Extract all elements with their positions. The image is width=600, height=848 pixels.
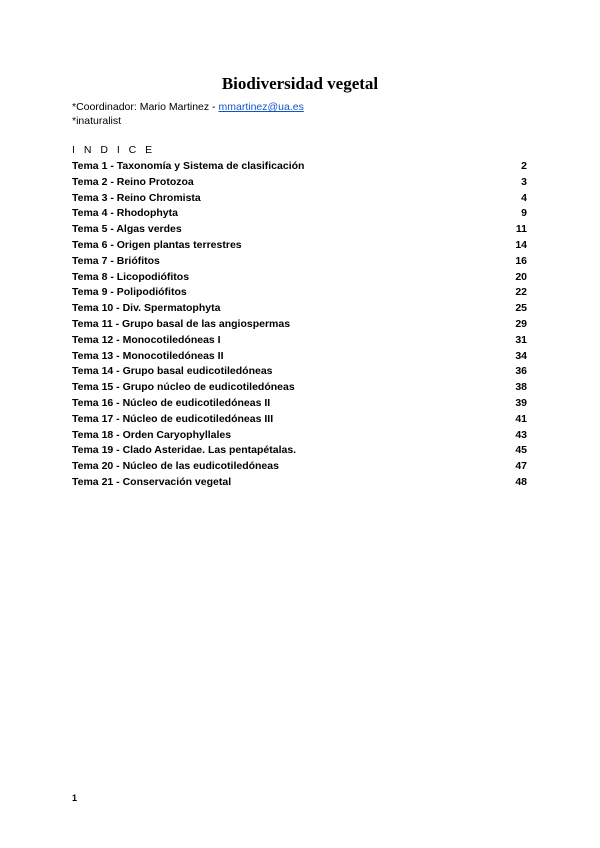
toc-entry[interactable]	[72, 397, 527, 413]
toc-entry-label: Tema 21 - Conservación vegetal	[72, 475, 232, 488]
toc-entry-page: 14	[515, 238, 527, 251]
toc-entry[interactable]	[72, 192, 527, 208]
coordinator-email-link[interactable]: mmartinez@ua.es	[218, 101, 304, 113]
toc-entry-label: Tema 18 - Orden Caryophyllales	[72, 428, 232, 441]
toc-entry-page: 3	[521, 175, 527, 188]
toc-entry[interactable]	[72, 476, 527, 492]
toc-entry-label: Tema 9 - Polipodiófitos	[72, 286, 187, 299]
toc-entry-label: Tema 20 - Núcleo de las eudicotiledóneas	[72, 460, 279, 473]
toc-entry-page: 2	[521, 160, 527, 172]
toc-entry-label: Tema 11 - Grupo basal de las angiospermas	[72, 317, 291, 330]
toc-entry-page: 41	[515, 412, 527, 425]
toc-entry-label: Tema 19 - Clado Asteridae. Las pentapétalas.	[72, 444, 297, 457]
toc-entry-label: Tema 14 - Grupo basal eudicotiledóneas	[72, 365, 273, 378]
table-of-contents	[72, 160, 527, 492]
toc-entry[interactable]	[72, 239, 527, 255]
toc-entry-page: 4	[521, 191, 527, 204]
toc-entry-page: 31	[515, 333, 527, 346]
toc-entry-page: 20	[515, 270, 527, 283]
toc-entry[interactable]	[72, 255, 527, 271]
toc-entry-page: 22	[515, 286, 527, 299]
toc-entry[interactable]	[72, 381, 527, 397]
document-title: Biodiversidad vegetal	[221, 74, 379, 93]
index-heading: I N D I C E	[72, 144, 156, 156]
toc-entry-label: Tema 3 - Reino Chromista	[72, 191, 201, 204]
toc-entry-label: Tema 17 - Núcleo de eudicotiledóneas III	[72, 412, 274, 425]
toc-entry-page: 43	[515, 428, 527, 441]
toc-entry[interactable]	[72, 207, 527, 223]
toc-entry-label: Tema 4 - Rhodophyta	[72, 207, 178, 220]
toc-entry[interactable]	[72, 160, 527, 176]
page-number: 1	[72, 793, 78, 803]
toc-entry[interactable]	[72, 176, 527, 192]
toc-entry-label: Tema 1 - Taxonomía y Sistema de clasificación	[72, 160, 305, 172]
coordinator-label: *Coordinador: Mario Martinez -	[72, 101, 219, 113]
toc-entry-label: Tema 13 - Monocotiledóneas II	[72, 349, 224, 362]
toc-entry[interactable]	[72, 460, 527, 476]
toc-entry[interactable]	[72, 302, 527, 318]
toc-entry-page: 47	[515, 460, 527, 473]
toc-entry-page: 38	[515, 381, 527, 394]
toc-entry-page: 9	[521, 207, 527, 220]
toc-entry-page: 16	[515, 254, 527, 267]
toc-entry-label: Tema 16 - Núcleo de eudicotiledóneas II	[72, 396, 271, 409]
toc-entry-page: 36	[515, 365, 527, 378]
toc-entry[interactable]	[72, 365, 527, 381]
toc-entry[interactable]	[72, 271, 527, 287]
toc-entry[interactable]	[72, 413, 527, 429]
toc-entry-label: Tema 2 - Reino Protozoa	[72, 175, 194, 188]
toc-entry[interactable]	[72, 444, 527, 460]
toc-entry-label: Tema 8 - Licopodiófitos	[72, 270, 190, 283]
toc-entry[interactable]	[72, 223, 527, 239]
coordinator-line	[72, 100, 304, 114]
source-note: *inaturalist	[72, 115, 122, 127]
toc-entry[interactable]	[72, 318, 527, 334]
toc-entry-page: 48	[515, 475, 527, 488]
toc-entry[interactable]	[72, 286, 527, 302]
toc-entry-label: Tema 5 - Algas verdes	[72, 223, 182, 236]
toc-entry[interactable]	[72, 350, 527, 366]
toc-entry[interactable]	[72, 334, 527, 350]
toc-entry-page: 11	[515, 223, 527, 236]
toc-entry-label: Tema 10 - Div. Spermatophyta	[72, 302, 221, 315]
toc-entry-page: 34	[515, 349, 527, 362]
toc-entry[interactable]	[72, 429, 527, 445]
toc-entry-page: 25	[515, 302, 527, 315]
toc-entry-label: Tema 7 - Briófitos	[72, 254, 160, 267]
toc-entry-label: Tema 15 - Grupo núcleo de eudicotiledóneas	[72, 381, 295, 394]
toc-entry-page: 45	[515, 444, 527, 457]
toc-entry-page: 29	[515, 317, 527, 330]
toc-entry-label: Tema 12 - Monocotiledóneas I	[72, 333, 221, 346]
toc-entry-label: Tema 6 - Origen plantas terrestres	[72, 238, 242, 251]
toc-entry-page: 39	[515, 396, 527, 409]
